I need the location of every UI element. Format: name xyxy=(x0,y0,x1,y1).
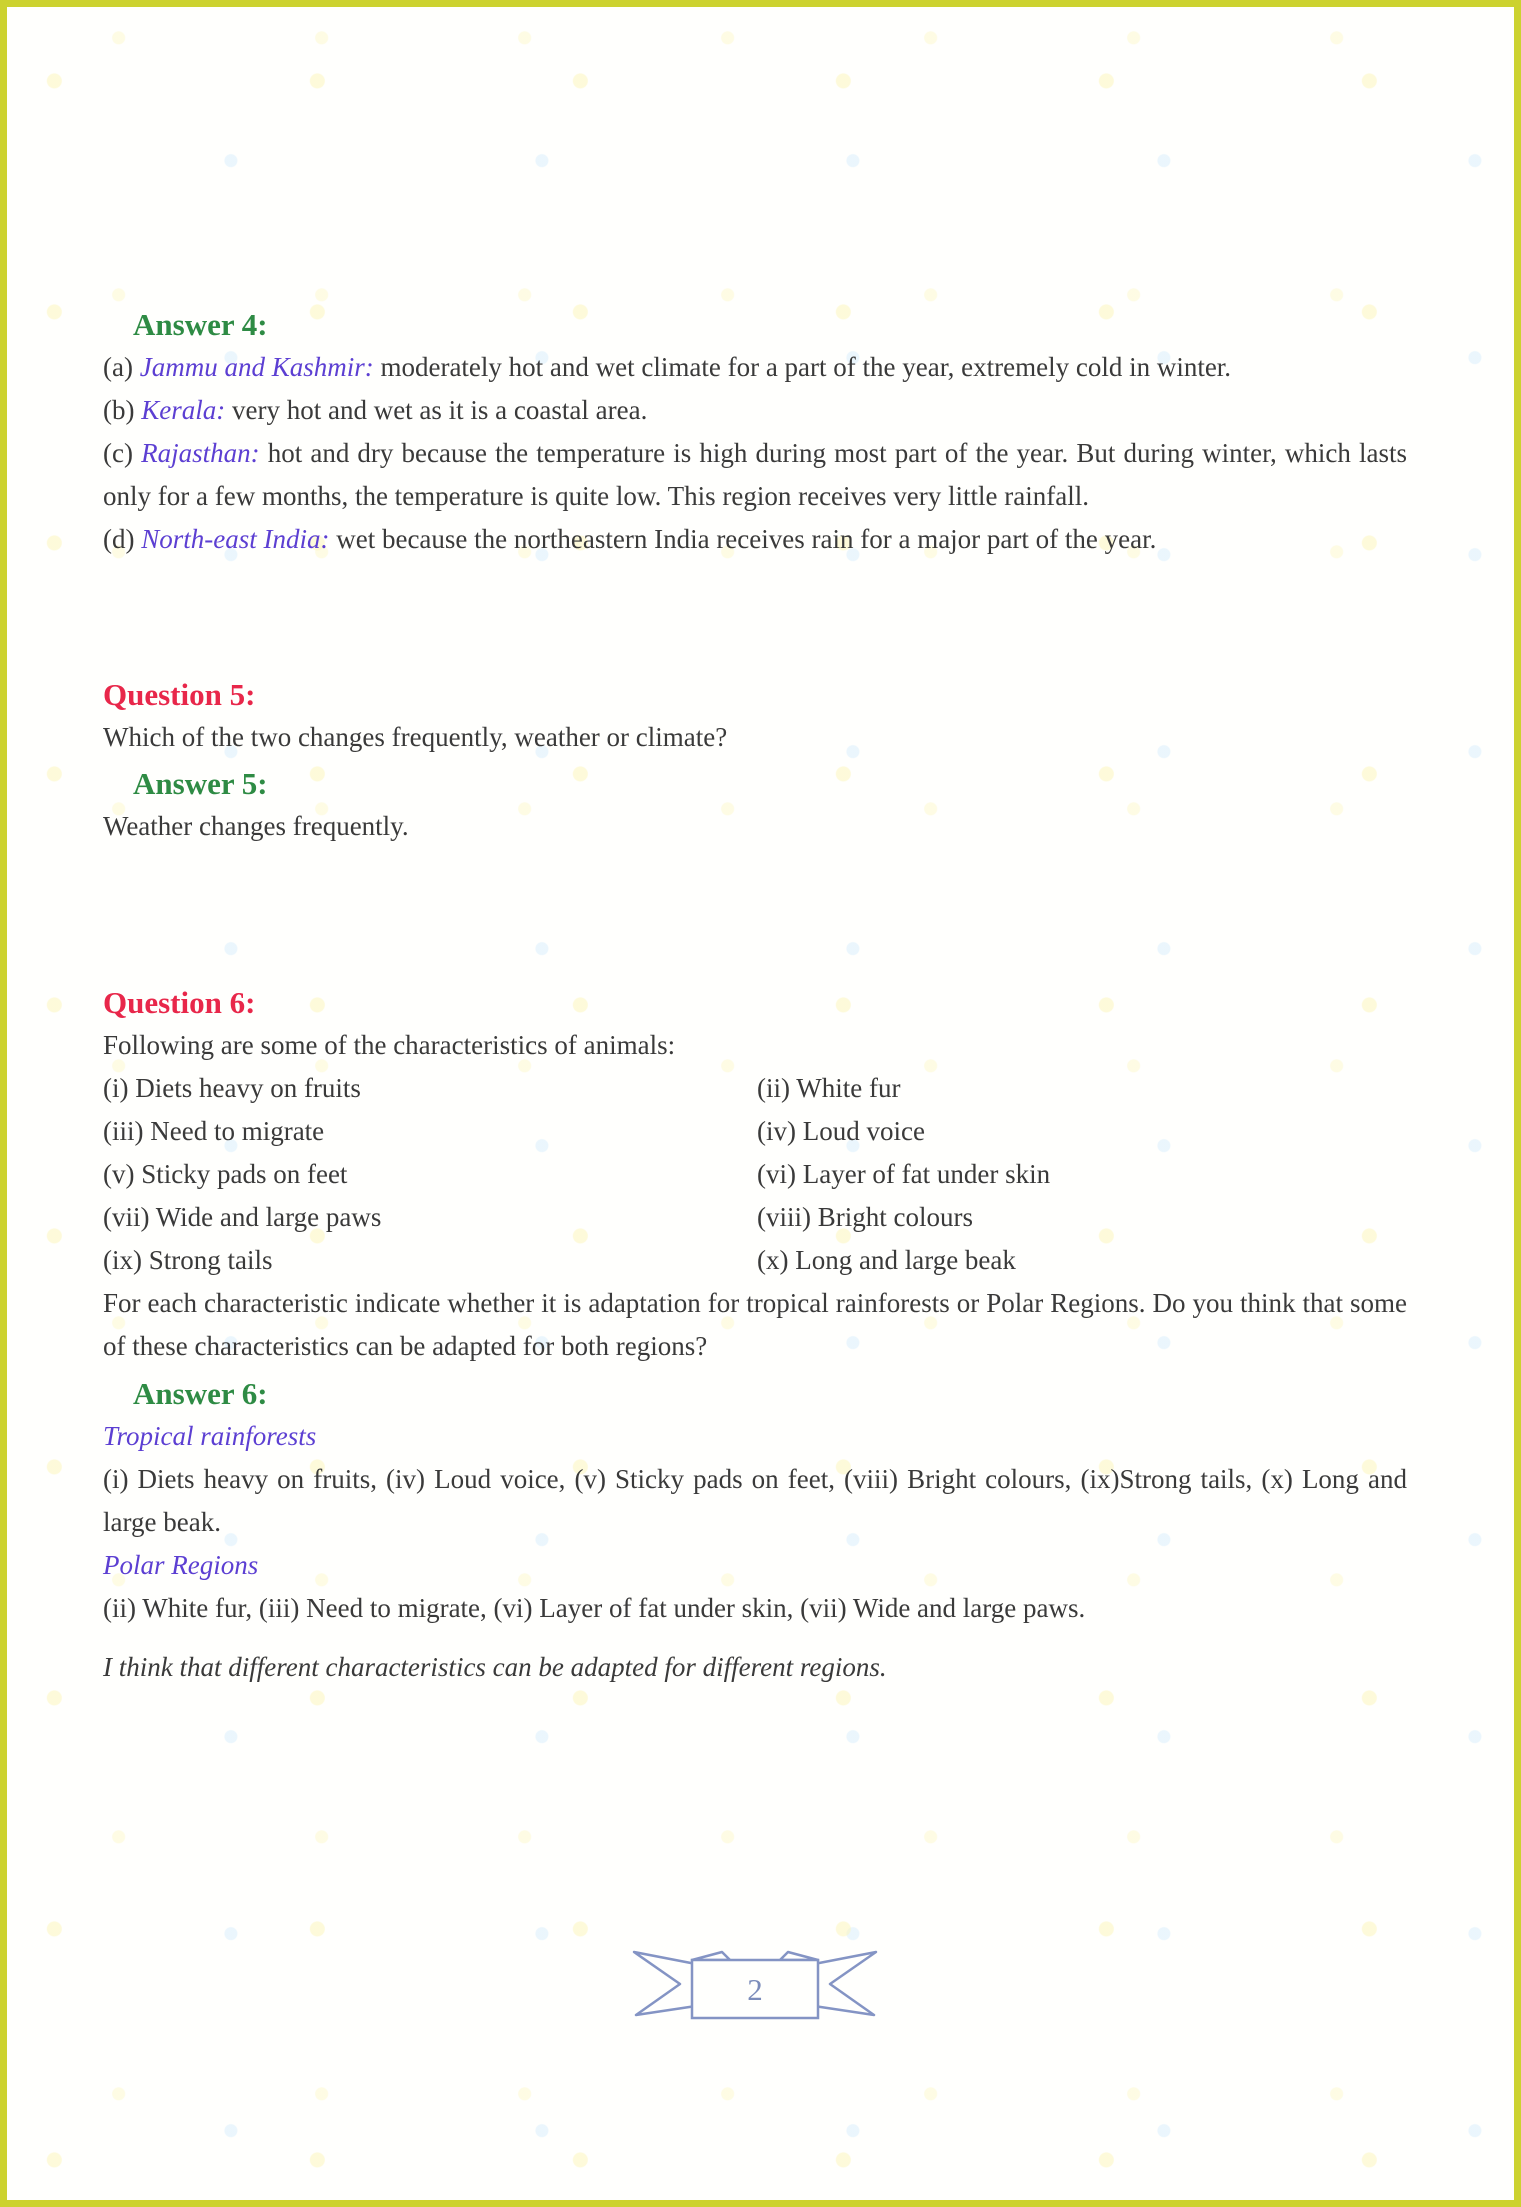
item-text: very hot and wet as it is a coastal area. xyxy=(225,395,648,425)
list-item xyxy=(103,1067,1407,1110)
place-name: Kerala: xyxy=(141,395,226,425)
characteristic-right: (iv) Loud voice xyxy=(757,1116,925,1146)
list-item xyxy=(103,1239,1407,1282)
place-name: North-east India: xyxy=(141,524,330,554)
characteristic-left: (v) Sticky pads on feet xyxy=(103,1159,348,1189)
polar-regions-body: (ii) White fur, (iii) Need to migrate, (vi) Layer of fat under skin, (vii) Wide and large paws. xyxy=(103,1593,1086,1623)
page-number: 2 xyxy=(747,1972,763,2007)
answer4-item-d xyxy=(103,518,1407,561)
characteristic-left: (i) Diets heavy on fruits xyxy=(103,1073,361,1103)
page-content xyxy=(103,7,1407,1689)
question5-body: Which of the two changes frequently, weather or climate? xyxy=(103,722,728,752)
ribbon-banner-icon xyxy=(630,1948,880,2020)
item-prefix: (d) xyxy=(103,524,142,554)
item-prefix: (b) xyxy=(103,395,142,425)
answer4-heading: Answer 4: xyxy=(133,307,268,342)
characteristic-right: (vi) Layer of fat under skin xyxy=(757,1159,1051,1189)
characteristic-left: (iii) Need to migrate xyxy=(103,1116,325,1146)
answer5-heading: Answer 5: xyxy=(133,766,268,801)
tropical-rainforests-heading: Tropical rainforests xyxy=(103,1421,317,1451)
answer4-item-c xyxy=(103,432,1407,518)
place-name: Jammu and Kashmir: xyxy=(139,352,374,382)
item-prefix: (a) xyxy=(103,352,140,382)
question6-intro: Following are some of the characteristics of animals: xyxy=(103,1030,676,1060)
characteristic-right: (viii) Bright colours xyxy=(757,1202,973,1232)
answer4-item-a xyxy=(103,346,1407,389)
list-item xyxy=(103,1196,1407,1239)
page-number-ribbon xyxy=(630,1948,880,2020)
place-name: Rajasthan: xyxy=(141,438,260,468)
item-text: moderately hot and wet climate for a part of the year, extremely cold in winter. xyxy=(373,352,1232,382)
item-text: wet because the northeastern India receives rain for a major part of the year. xyxy=(329,524,1157,554)
polar-regions-heading: Polar Regions xyxy=(103,1550,259,1580)
question6-closing: For each characteristic indicate whether it is adaptation for tropical rainforests or Polar Regions. Do you think that some of these characteristics can be adapted for both regions? xyxy=(103,1288,1407,1361)
characteristic-right: (ii) White fur xyxy=(757,1073,901,1103)
characteristics-list xyxy=(103,1067,1407,1282)
characteristic-left: (ix) Strong tails xyxy=(103,1245,273,1275)
answer5-body: Weather changes frequently. xyxy=(103,811,409,841)
characteristic-left: (vii) Wide and large paws xyxy=(103,1202,382,1232)
answer6-heading: Answer 6: xyxy=(133,1376,268,1411)
tropical-rainforests-body: (i) Diets heavy on fruits, (iv) Loud voice, (v) Sticky pads on feet, (viii) Bright colours, (ix)Strong tails, (x) Long and large beak. xyxy=(103,1464,1407,1537)
item-text: hot and dry because the temperature is high during most part of the year. But during winter, which lasts only for a few months, the temperature is quite low. This region receives very little rainfall. xyxy=(103,438,1407,511)
answer6-note: I think that different characteristics can be adapted for different regions. xyxy=(103,1652,887,1682)
list-item xyxy=(103,1153,1407,1196)
question6-heading: Question 6: xyxy=(103,985,256,1020)
list-item xyxy=(103,1110,1407,1153)
question5-heading: Question 5: xyxy=(103,677,256,712)
answer4-item-b xyxy=(103,389,1407,432)
item-prefix: (c) xyxy=(103,438,142,468)
characteristic-right: (x) Long and large beak xyxy=(757,1245,1016,1275)
